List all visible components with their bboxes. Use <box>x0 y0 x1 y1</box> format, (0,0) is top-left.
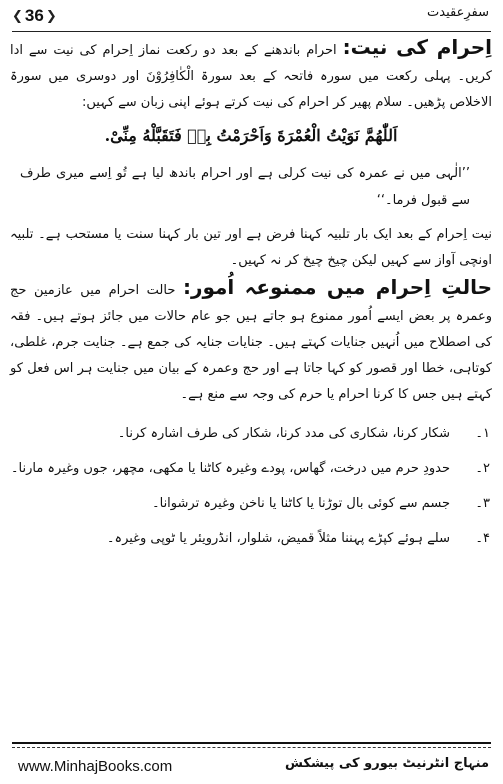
intention-text: احرام باندھنے کے بعد دو رکعت نماز اِحرام کی نیت سے ادا کریں۔ پہلی رکعت میں سورہ فاتحہ کے بعد سورۃ الْکٰافِرُوْنَ اور دوسری میں سورۃ الاخلاص پڑھیں۔ سلام پھیر کر احرام کی نیت کرتے ہوئے اپنی زبان سے کہیں: <box>10 43 492 110</box>
ornament-right-icon: ❯ <box>45 8 57 24</box>
list-item <box>10 486 492 521</box>
page-number: 36 <box>24 6 44 25</box>
prohibitions-text: حالت احرام میں عازمین حج وعمرہ پر بعض ایسے اُمور ممنوع ہو جاتے ہیں جو عام حالات میں جائز ہوتے ہیں۔ فقہ کی اصطلاح میں اُنہیں جنایات کہتے ہیں۔ جنایات جنایہ کی جمع ہے۔ جنایت جرم، غلطی، کوتاہی، خطا اور قصور کو کہا جاتا ہے اور حج وعمرہ کے بیان میں جنایت ہر اس فعل کو کہتے ہیں جس کا کرنا احرام یا حرم کی وجہ سے منع ہے۔ <box>10 283 492 402</box>
list-item <box>10 416 492 451</box>
heading-prohibitions: حالتِ اِحرام میں ممنوعہ اُمور: <box>182 275 493 299</box>
list-item-text: جسم سے کوئی بال توڑنا یا کاٹنا یا ناخن وغیرہ ترشوانا۔ <box>151 496 450 511</box>
list-item-number: ۳۔ <box>475 496 490 511</box>
page-body <box>10 34 492 556</box>
footer-website-link[interactable]: www.MinhajBooks.com <box>18 758 173 775</box>
page-number-badge <box>12 4 57 28</box>
footer-credit: منہاج انٹرنیٹ بیورو کی پیشکش <box>285 756 489 771</box>
running-title: سفرِعقیدت <box>427 5 489 20</box>
header-rule <box>12 31 491 32</box>
prohibitions-list <box>10 416 492 556</box>
list-item-number: ۲۔ <box>475 461 490 476</box>
dua-translation: ’’الٰہی میں نے عمرہ کی نیت کرلی ہے اور احرام باندھ لیا ہے تُو اِسے میری طرف سے قبول فرما۔‘‘ <box>20 166 470 208</box>
list-item <box>10 451 492 486</box>
list-item-text: سلے ہوئے کپڑے پہننا مثلاً قمیض، شلوار، انڈرویئر یا ٹوپی وغیرہ۔ <box>106 531 450 546</box>
list-item-number: ۱۔ <box>475 426 490 441</box>
list-item-text: حدودِ حرم میں درخت، گھاس، پودے وغیرہ کاٹنا یا مکھی، مچھر، جوں وغیرہ مارنا۔ <box>10 461 450 476</box>
section-prohibitions <box>10 274 492 408</box>
list-item <box>10 521 492 556</box>
ornament-left-icon: ❮ <box>12 8 23 24</box>
heading-ihram-intention: اِحرام کی نیت: <box>342 35 493 59</box>
footer-rule-solid <box>12 742 491 744</box>
talbiyah-note: نیت اِحرام کے بعد ایک بار تلبیہ کہنا فرض ہے اور تین بار کہنا سنت یا مستحب ہے۔ تلبیہ اونچی آواز سے کہیں لیکن چیخ چیخ کر نہ کہیں۔ <box>10 227 492 268</box>
arabic-dua: اَللّٰهُمَّ نَوَیْتُ الْعُمْرَةَ وَاَحْرَمْتُ بِهٖ فَتَقَبَّلْهُ مِنِّیْ. <box>104 126 398 145</box>
section-intention <box>10 34 492 116</box>
list-item-number: ۴۔ <box>475 531 490 546</box>
list-item-text: شکار کرنا، شکاری کی مدد کرنا، شکار کی طرف اشارہ کرنا۔ <box>117 426 450 441</box>
footer-rule-dashed <box>12 747 491 748</box>
